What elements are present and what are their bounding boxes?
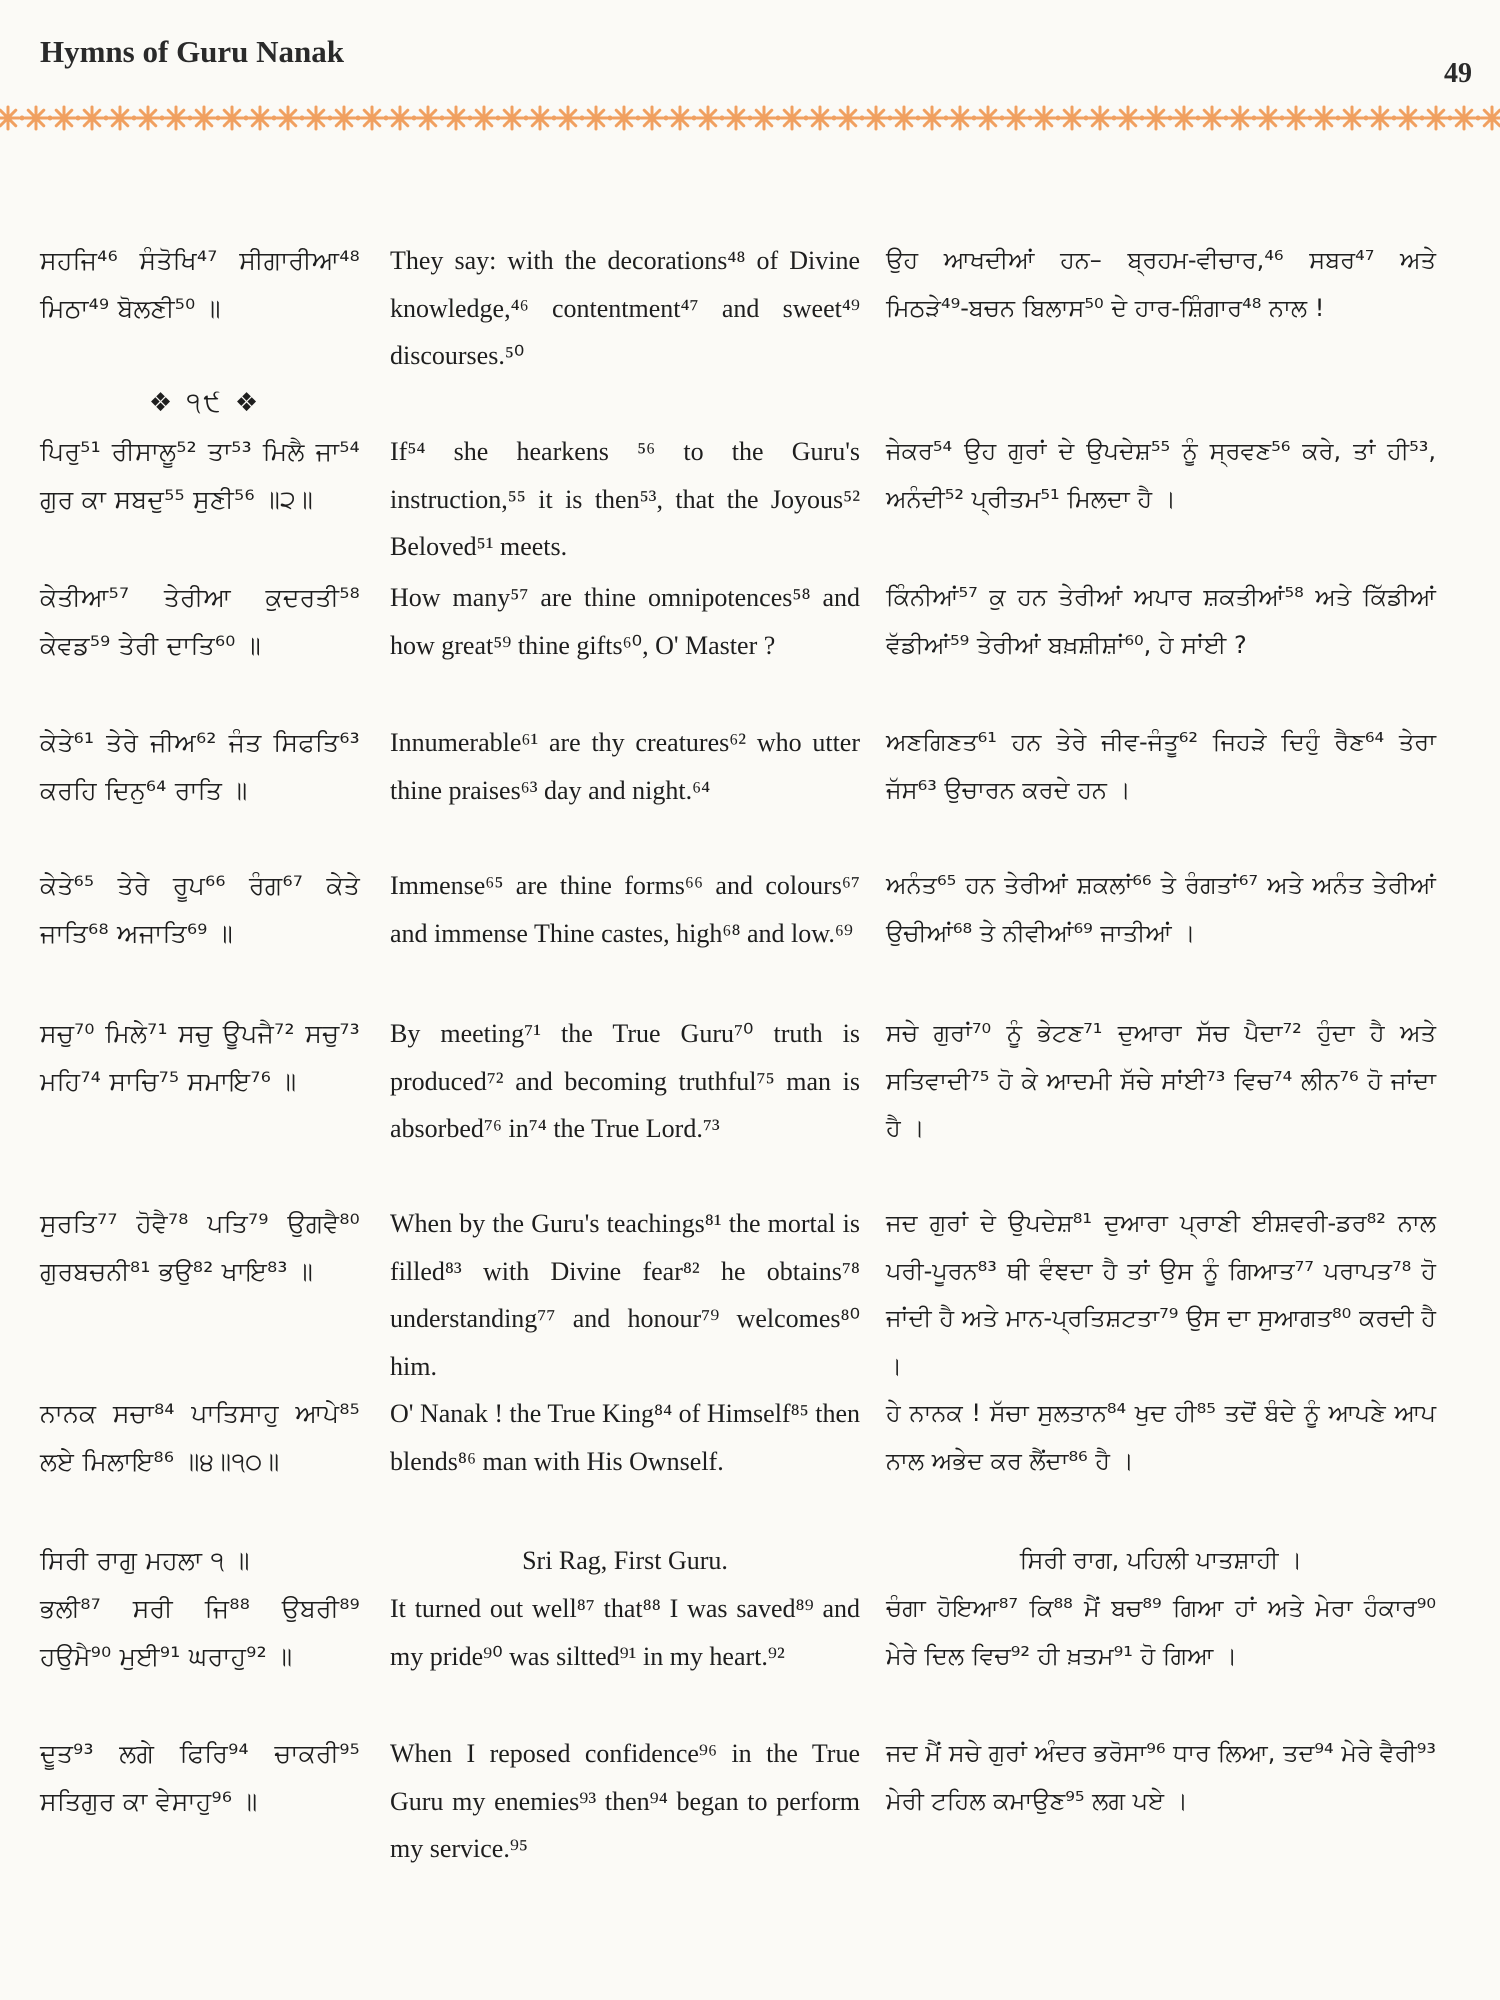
gurmukhi-text: ਸਹਜਿ⁴⁶ ਸੰਤੋਖਿ⁴⁷ ਸੀਗਾਰੀਆ⁴⁸ ਮਿਠਾ⁴⁹ ਬੋਲਣੀ⁵⁰ ॥: [40, 246, 360, 323]
punjabi-explanation: ਅਨੰਤ⁶⁵ ਹਨ ਤੇਰੀਆਂ ਸ਼ਕਲਾਂ⁶⁶ ਤੇ ਰੰਗਤਾਂ⁶⁷ ਅਤੇ ਅਨੰਤ ਤੇਰੀਆਂ ਉਚੀਆਂ⁶⁸ ਤੇ ਨੀਵੀਆਂ⁶⁹ ਜਾਤੀਆਂ ।: [886, 871, 1436, 947]
english-translation: It turned out well⁸⁷ that⁸⁸ I was saved⁸⁹ and my pride⁹⁰ was siltted⁹¹ in my heart.⁹²: [390, 1594, 860, 1671]
gurmukhi-text: ਸਚੁ⁷⁰ ਮਿਲੇ⁷¹ ਸਚੁ ਊਪਜੈ⁷² ਸਚੁ⁷³ ਮਹਿ⁷⁴ ਸਾਚਿ⁷⁵ ਸਮਾਇ⁷⁶ ॥: [40, 1019, 360, 1096]
english-translation: Immense⁶⁵ are thine forms⁶⁶ and colours⁶⁷ and immense Thine castes, high⁶⁸ and low.⁶⁹: [390, 871, 860, 948]
punjabi-explanation: ਹੇ ਨਾਨਕ ! ਸੱਚਾ ਸੁਲਤਾਨ⁸⁴ ਖੁਦ ਹੀ⁸⁵ ਤਦੋਂ ਬੰਦੇ ਨੂੰ ਆਪਣੇ ਆਪ ਨਾਲ ਅਭੇਦ ਕਰ ਲੈਂਦਾ⁸⁶ ਹੈ ।: [886, 1399, 1436, 1475]
gurmukhi-text: ਕੇਤੇ⁶¹ ਤੇਰੇ ਜੀਅ⁶² ਜੰਤ ਸਿਫਤਿ⁶³ ਕਰਹਿ ਦਿਨੁ⁶⁴ ਰਾਤਿ ॥: [40, 728, 360, 805]
english-translation: They say: with the decorations⁴⁸ of Divine knowledge,⁴⁶ contentment⁴⁷ and sweet⁴⁹ discourses.⁵⁰: [390, 246, 860, 370]
gurmukhi-text: ਪਿਰੁ⁵¹ ਰੀਸਾਲੂ⁵² ਤਾ⁵³ ਮਿਲੈ ਜਾ⁵⁴ ਗੁਰ ਕਾ ਸਬਦੁ⁵⁵ ਸੁਣੀ⁵⁶ ॥੨॥: [40, 437, 360, 514]
gurmukhi-heading: ਸਿਰੀ ਰਾਗੁ ਮਹਲਾ ੧ ॥: [40, 1546, 250, 1575]
book-title: Hymns of Guru Nanak: [40, 34, 345, 69]
gurmukhi-text: ਭਲੀ⁸⁷ ਸਰੀ ਜਿ⁸⁸ ਉਬਰੀ⁸⁹ ਹਉਮੈ⁹⁰ ਮੁਈ⁹¹ ਘਰਾਹੁ⁹² ॥: [40, 1594, 360, 1671]
punjabi-heading: ਸਿਰੀ ਰਾਗ, ਪਹਿਲੀ ਪਾਤਸ਼ਾਹੀ ।: [1019, 1546, 1303, 1574]
gurmukhi-text: ਕੇਤੇ⁶⁵ ਤੇਰੇ ਰੂਪ⁶⁶ ਰੰਗ⁶⁷ ਕੇਤੇ ਜਾਤਿ⁶⁸ ਅਜਾਤਿ⁶⁹ ॥: [40, 871, 360, 948]
punjabi-explanation: ਕਿੰਨੀਆਂ⁵⁷ ਕੁ ਹਨ ਤੇਰੀਆਂ ਅਪਾਰ ਸ਼ਕਤੀਆਂ⁵⁸ ਅਤੇ ਕਿੱਡੀਆਂ ਵੱਡੀਆਂ⁵⁹ ਤੇਰੀਆਂ ਬਖ਼ਸ਼ੀਸ਼ਾਂ⁶⁰, ਹੇ ਸਾਂਈ ?: [886, 583, 1436, 659]
gurmukhi-text: ਕੇਤੀਆ⁵⁷ ਤੇਰੀਆ ਕੁਦਰਤੀ⁵⁸ ਕੇਵਡ⁵⁹ ਤੇਰੀ ਦਾਤਿ⁶⁰ ॥: [40, 583, 360, 660]
punjabi-explanation: ਸਚੇ ਗੁਰਾਂ⁷⁰ ਨੂੰ ਭੇਟਣ⁷¹ ਦੁਆਰਾ ਸੱਚ ਪੈਦਾ⁷² ਹੁੰਦਾ ਹੈ ਅਤੇ ਸਤਿਵਾਦੀ⁷⁵ ਹੋ ਕੇ ਆਦਮੀ ਸੱਚੇ ਸਾਂਈ⁷³ ਵਿਚ⁷⁴ ਲੀਨ⁷⁶ ਹੋ ਜਾਂਦਾ ਹੈ ।: [886, 1019, 1436, 1142]
english-translation: By meeting⁷¹ the True Guru⁷⁰ truth is produced⁷² and becoming truthful⁷⁵ man is absorbed⁷⁶ in⁷⁴ the True Lord.⁷³: [390, 1019, 860, 1143]
english-heading: Sri Rag, First Guru.: [522, 1546, 728, 1575]
page-number: 49: [1444, 58, 1472, 89]
english-translation: When by the Guru's teachings⁸¹ the mortal is filled⁸³ with Divine fear⁸² he obtains⁷⁸ understanding⁷⁷ and honour⁷⁹ welcomes⁸⁰ him.: [390, 1209, 860, 1381]
english-translation: O' Nanak ! the True King⁸⁴ of Himself⁸⁵ then blends⁸⁶ man with His Ownself.: [390, 1399, 860, 1476]
punjabi-explanation: ਅਣਗਿਣਤ⁶¹ ਹਨ ਤੇਰੇ ਜੀਵ-ਜੰਤੂ⁶² ਜਿਹੜੇ ਦਿਹੁੰ ਰੈਣ⁶⁴ ਤੇਰਾ ਜੱਸ⁶³ ਉਚਾਰਨ ਕਰਦੇ ਹਨ ।: [886, 728, 1436, 804]
punjabi-explanation: ਉਹ ਆਖਦੀਆਂ ਹਨ– ਬ੍ਰਹਮ-ਵੀਚਾਰ,⁴⁶ ਸਬਰ⁴⁷ ਅਤੇ ਮਿਠੜੇ⁴⁹-ਬਚਨ ਬਿਲਾਸ⁵⁰ ਦੇ ਹਾਰ-ਸ਼ਿੰਗਾਰ⁴⁸ ਨਾਲ !: [886, 246, 1436, 322]
verse-divider: ❖ ੧੯ ❖: [148, 388, 262, 418]
english-translation: Innumerable⁶¹ are thy creatures⁶² who utter thine praises⁶³ day and night.⁶⁴: [390, 728, 860, 805]
punjabi-explanation: ਚੰਗਾ ਹੋਇਆ⁸⁷ ਕਿ⁸⁸ ਮੈਂ ਬਚ⁸⁹ ਗਿਆ ਹਾਂ ਅਤੇ ਮੇਰਾ ਹੰਕਾਰ⁹⁰ ਮੇਰੇ ਦਿਲ ਵਿਚ⁹² ਹੀ ਖ਼ਤਮ⁹¹ ਹੋ ਗਿਆ ।: [886, 1594, 1436, 1670]
punjabi-explanation: ਜਦ ਮੈਂ ਸਚੇ ਗੁਰਾਂ ਅੰਦਰ ਭਰੋਸਾ⁹⁶ ਧਾਰ ਲਿਆ, ਤਦ⁹⁴ ਮੇਰੇ ਵੈਰੀ⁹³ ਮੇਰੀ ਟਹਿਲ ਕਮਾਉਣ⁹⁵ ਲਗ ਪਏ ।: [886, 1739, 1436, 1815]
gurmukhi-text: ਨਾਨਕ ਸਚਾ⁸⁴ ਪਾਤਿਸਾਹੁ ਆਪੇ⁸⁵ ਲਏ ਮਿਲਾਇ⁸⁶ ॥੪॥੧੦॥: [40, 1399, 360, 1476]
gurmukhi-text: ਦੂਤ⁹³ ਲਗੇ ਫਿਰਿ⁹⁴ ਚਾਕਰੀ⁹⁵ ਸਤਿਗੁਰ ਕਾ ਵੇਸਾਹੁ⁹⁶ ॥: [40, 1739, 360, 1816]
gurmukhi-text: ਸੁਰਤਿ⁷⁷ ਹੋਵੈ⁷⁸ ਪਤਿ⁷⁹ ਉਗਵੈ⁸⁰ ਗੁਰਬਚਨੀ⁸¹ ਭਉ⁸² ਖਾਇ⁸³ ॥: [40, 1209, 360, 1286]
punjabi-explanation: ਜਦ ਗੁਰਾਂ ਦੇ ਉਪਦੇਸ਼⁸¹ ਦੁਆਰਾ ਪ੍ਰਾਣੀ ਈਸ਼ਵਰੀ-ਡਰ⁸² ਨਾਲ ਪਰੀ-ਪੂਰਨ⁸³ ਥੀ ਵੰਞਦਾ ਹੈ ਤਾਂ ਉਸ ਨੂੰ ਗਿਆਤ⁷⁷ ਪਰਾਪਤ⁷⁸ ਹੋ ਜਾਂਦੀ ਹੈ ਅਤੇ ਮਾਨ-ਪ੍ਰਤਿਸ਼ਟਤਾ⁷⁹ ਉਸ ਦਾ ਸੁਆਗਤ⁸⁰ ਕਰਦੀ ਹੈ ।: [886, 1209, 1436, 1380]
english-translation: How many⁵⁷ are thine omnipotences⁵⁸ and how great⁵⁹ thine gifts⁶⁰, O' Master ?: [390, 583, 860, 660]
punjabi-explanation: ਜੇਕਰ⁵⁴ ਉਹ ਗੁਰਾਂ ਦੇ ਉਪਦੇਸ਼⁵⁵ ਨੂੰ ਸ੍ਰਵਣ⁵⁶ ਕਰੇ, ਤਾਂ ਹੀ⁵³, ਅਨੰਦੀ⁵² ਪ੍ਰੀਤਮ⁵¹ ਮਿਲਦਾ ਹੈ ।: [886, 437, 1436, 513]
english-translation: If⁵⁴ she hearkens ⁵⁶ to the Guru's instruction,⁵⁵ it is then⁵³, that the Joyous⁵² Beloved⁵¹ meets.: [390, 437, 860, 561]
english-translation: When I reposed confidence⁹⁶ in the True Guru my enemies⁹³ then⁹⁴ began to perform my service.⁹⁵: [390, 1739, 860, 1863]
